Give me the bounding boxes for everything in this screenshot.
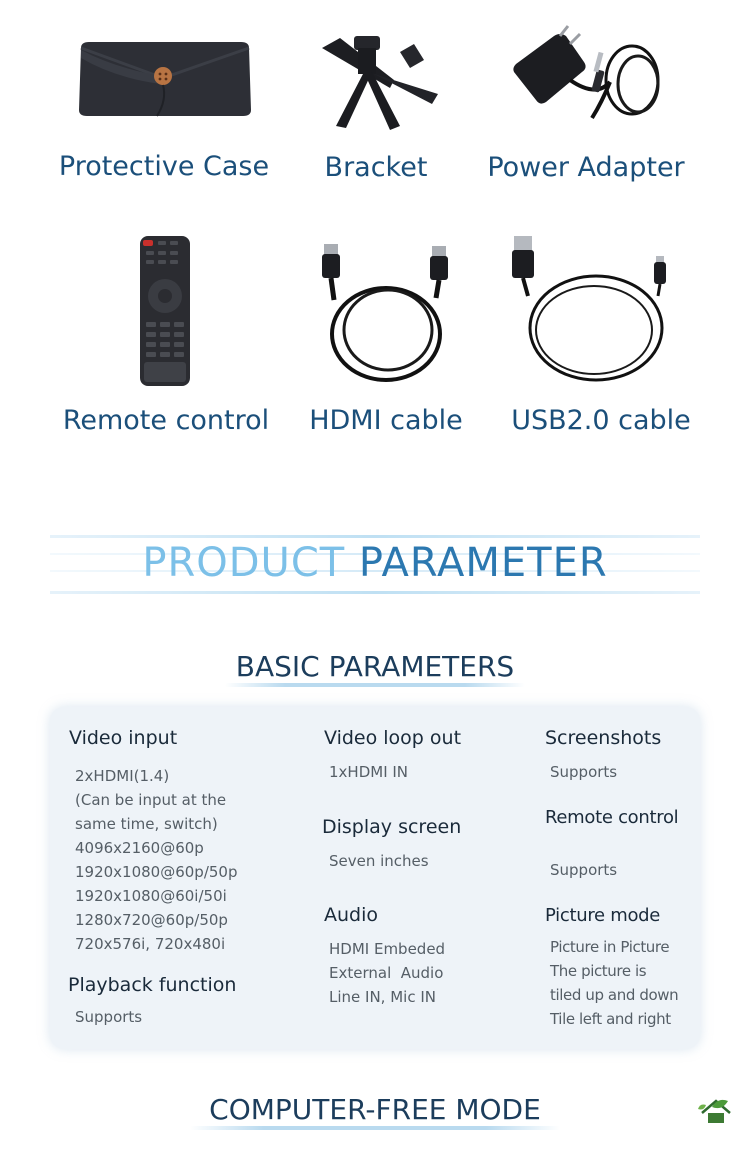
video-input-line: 4096x2160@60p <box>75 839 204 857</box>
video-input-line: 2xHDMI(1.4) <box>75 767 170 785</box>
computer-free-mode-title: COMPUTER-FREE MODE <box>209 1093 541 1126</box>
video-input-line: (Can be input at the <box>75 791 227 809</box>
screenshots-heading: Screenshots <box>545 727 662 749</box>
video-input-line: 1920x1080@60p/50p <box>75 863 238 881</box>
basic-parameters-underline <box>225 683 525 687</box>
banner-line-top <box>50 535 700 538</box>
remote-control-heading: Remote control <box>545 807 679 828</box>
picture-mode-line: Picture in Picture <box>550 938 670 956</box>
remote-control-value: Supports <box>550 861 618 879</box>
audio-line: HDMI Embeded <box>329 940 446 958</box>
product-parameter-title <box>0 540 750 586</box>
house-leaf-icon <box>690 1093 742 1139</box>
video-input-line: 1280x720@60p/50p <box>75 911 228 929</box>
picture-mode-line: The picture is <box>550 962 647 980</box>
product-parameter-word1: PRODUCT <box>142 540 346 586</box>
video-input-line: same time, switch) <box>75 815 218 833</box>
power-adapter-image <box>510 22 670 130</box>
product-parameter-word2: PARAMETER <box>358 540 608 586</box>
audio-heading: Audio <box>324 904 379 926</box>
accessory-label-bracket: Bracket <box>324 152 428 183</box>
video-input-heading: Video input <box>69 727 178 749</box>
video-loop-out-value: 1xHDMI IN <box>329 763 409 781</box>
accessory-label-protective-case: Protective Case <box>58 151 270 182</box>
video-input-line: 1920x1080@60i/50i <box>75 887 227 905</box>
basic-parameters-title: BASIC PARAMETERS <box>235 650 515 683</box>
screenshots-value: Supports <box>550 763 618 781</box>
banner-line-bottom <box>50 591 700 594</box>
display-screen-heading: Display screen <box>322 816 462 838</box>
accessory-label-usb-cable: USB2.0 cable <box>511 405 691 436</box>
remote-control-image <box>138 234 192 388</box>
picture-mode-heading: Picture mode <box>545 905 661 926</box>
audio-line: Line IN, Mic IN <box>329 988 436 1006</box>
accessory-label-remote-control: Remote control <box>62 405 270 436</box>
video-input-line: 720x576i, 720x480i <box>75 935 226 953</box>
hdmi-cable-image <box>318 234 454 386</box>
computer-free-mode-underline <box>190 1126 560 1130</box>
hogaki-logo <box>690 1093 742 1139</box>
playback-function-value: Supports <box>75 1008 143 1026</box>
picture-mode-line: Tile left and right <box>550 1010 671 1028</box>
picture-mode-line: tiled up and down <box>550 986 679 1004</box>
usb-cable-image <box>510 234 670 386</box>
video-loop-out-heading: Video loop out <box>324 727 462 749</box>
display-screen-value: Seven inches <box>329 852 429 870</box>
protective-case-image <box>75 38 253 118</box>
audio-line: External Audio <box>329 964 444 982</box>
bracket-image <box>302 22 452 134</box>
parameters-card <box>50 707 700 1049</box>
accessory-label-hdmi-cable: HDMI cable <box>309 405 463 436</box>
accessory-label-power-adapter: Power Adapter <box>487 152 685 183</box>
playback-function-heading: Playback function <box>68 974 237 996</box>
